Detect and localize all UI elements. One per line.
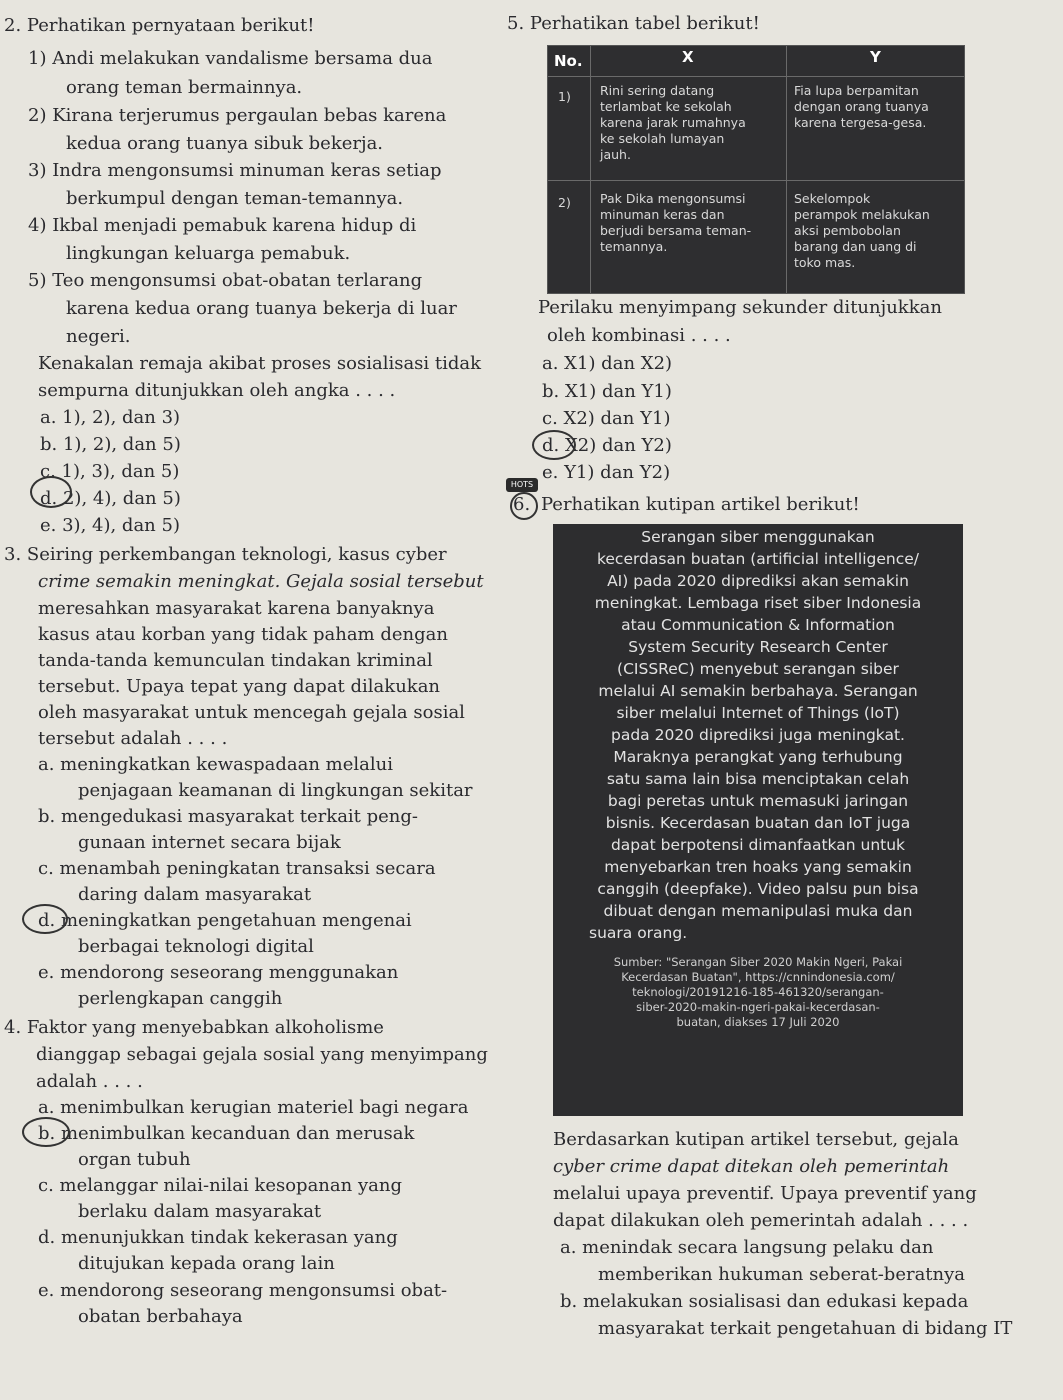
article-line: suara orang. <box>589 924 688 942</box>
hots-badge: HOTS <box>506 478 538 492</box>
article-line: siber melalui Internet of Things (IoT) <box>616 704 900 722</box>
q4-option-d-cont: ditujukan kepada orang lain <box>78 1253 335 1274</box>
q2-statement: karena kedua orang tuanya bekerja di luar <box>66 298 457 319</box>
q5-title: 5. Perhatikan tabel berikut! <box>507 13 760 34</box>
answer-mark-circle <box>22 904 68 934</box>
answer-mark-circle <box>22 1117 70 1147</box>
q3-option-a-cont: penjagaan keamanan di lingkungan sekitar <box>78 780 473 801</box>
table-header-y: Y <box>870 48 881 66</box>
article-line: meningkat. Lembaga riset siber Indonesia <box>594 594 922 612</box>
table-cell-x2: temannya. <box>600 239 668 254</box>
q2-option-e[interactable]: e. 3), 4), dan 5) <box>40 515 180 536</box>
table-header-x: X <box>682 48 694 66</box>
q4-line: adalah . . . . <box>36 1071 143 1092</box>
q5-question: Perilaku menyimpang sekunder ditunjukkan <box>538 297 942 318</box>
table-cell-x1: Rini sering datang <box>600 83 715 98</box>
q2-option-b[interactable]: b. 1), 2), dan 5) <box>40 434 181 455</box>
table-divider <box>548 180 964 181</box>
article-line: menyebarkan tren hoaks yang semakin <box>604 858 912 876</box>
q6-option-a-cont: memberikan hukuman seberat-beratnya <box>598 1264 966 1285</box>
q2-statement: orang teman bermainnya. <box>66 77 303 98</box>
q2-statement: 4) Ikbal menjadi pemabuk karena hidup di <box>28 215 417 236</box>
q3-option-d-cont: berbagai teknologi digital <box>78 936 314 957</box>
q2-statement: 1) Andi melakukan vandalisme bersama dua <box>28 48 433 69</box>
q3-line: tersebut. Upaya tepat yang dapat dilakukan <box>38 676 441 697</box>
q2-statement: berkumpul dengan teman-temannya. <box>66 188 404 209</box>
article-source: teknologi/20191216-185-461320/serangan- <box>632 985 884 999</box>
table-cell-x1: terlambat ke sekolah <box>600 99 732 114</box>
answer-mark-circle <box>30 476 72 508</box>
table-cell-x2: berjudi bersama teman- <box>600 223 752 238</box>
q6-number: 6. <box>513 494 531 515</box>
q5-option-d[interactable]: d. X2) dan Y2) <box>542 435 672 456</box>
article-line: canggih (deepfake). Video palsu pun bisa <box>597 880 919 898</box>
q2-statement: 5) Teo mengonsumsi obat-obatan terlarang <box>28 270 423 291</box>
q2-statement: negeri. <box>66 326 131 347</box>
article-source: Kecerdasan Buatan", https://cnnindonesia.com/ <box>621 970 895 984</box>
article-source: siber-2020-makin-ngeri-pakai-kecerdasan- <box>636 1000 880 1014</box>
q3-line: tersebut adalah . . . . <box>38 728 228 749</box>
q2-option-d[interactable]: d. 2), 4), dan 5) <box>40 488 181 509</box>
article-line: AI) pada 2020 diprediksi akan semakin <box>607 572 909 590</box>
table-cell-y1: dengan orang tuanya <box>794 99 929 114</box>
article-line: bisnis. Kecerdasan buatan dan IoT juga <box>605 814 911 832</box>
q2-option-a[interactable]: a. 1), 2), dan 3) <box>40 407 181 428</box>
q4-line: dianggap sebagai gejala sosial yang menyimpang <box>36 1044 488 1065</box>
q3-line: tanda-tanda kemunculan tindakan kriminal <box>38 650 433 671</box>
q4-option-d[interactable]: d. menunjukkan tindak kekerasan yang <box>38 1227 398 1248</box>
table-cell-x2: Pak Dika mengonsumsi <box>600 191 746 206</box>
table-cell-x1: jauh. <box>600 147 631 162</box>
q3-line: 3. Seiring perkembangan teknologi, kasus cyber <box>4 544 447 565</box>
q3-option-e-cont: perlengkapan canggih <box>78 988 283 1009</box>
q3-line: kasus atau korban yang tidak paham dengan <box>38 624 448 645</box>
q4-line: 4. Faktor yang menyebabkan alkoholisme <box>4 1017 384 1038</box>
article-line: Maraknya perangkat yang terhubung <box>613 748 903 766</box>
q2-title: 2. Perhatikan pernyataan berikut! <box>4 15 315 36</box>
q3-option-e[interactable]: e. mendorong seseorang menggunakan <box>38 962 399 983</box>
table-cell-y2: barang dan uang di <box>794 239 917 254</box>
q2-question: Kenakalan remaja akibat proses sosialisasi tidak <box>38 353 482 374</box>
article-box <box>553 524 963 1116</box>
q3-option-b-cont: gunaan internet secara bijak <box>78 832 341 853</box>
q4-option-b[interactable]: b. menimbulkan kecanduan dan merusak <box>38 1123 415 1144</box>
article-line: (CISSReC) menyebut serangan siber <box>617 660 899 678</box>
q5-option-b[interactable]: b. X1) dan Y1) <box>542 381 672 402</box>
table-cell-y2: toko mas. <box>794 255 856 270</box>
article-line: dibuat dengan memanipulasi muka dan <box>603 902 913 920</box>
q4-option-e-cont: obatan berbahaya <box>78 1306 243 1327</box>
table-divider <box>786 46 787 293</box>
q5-table <box>547 45 965 294</box>
q6-question: cyber crime dapat ditekan oleh pemerintah <box>553 1156 950 1177</box>
q4-option-a[interactable]: a. menimbulkan kerugian materiel bagi negara <box>38 1097 469 1118</box>
q2-statement: 2) Kirana terjerumus pergaulan bebas karena <box>28 105 447 126</box>
q5-question: oleh kombinasi . . . . <box>547 325 731 346</box>
table-divider <box>590 46 591 293</box>
q6-option-a[interactable]: a. menindak secara langsung pelaku dan <box>560 1237 934 1258</box>
table-cell-y2: perampok melakukan <box>794 207 930 222</box>
q6-question: melalui upaya preventif. Upaya preventif yang <box>553 1183 977 1204</box>
article-line: bagi peretas untuk memasuki jaringan <box>607 792 909 810</box>
table-divider <box>548 76 964 77</box>
q5-option-a[interactable]: a. X1) dan X2) <box>542 353 673 374</box>
q3-option-d[interactable]: d. meningkatkan pengetahuan mengenai <box>38 910 412 931</box>
article-line: satu sama lain bisa menciptakan celah <box>606 770 910 788</box>
q6-question: Berdasarkan kutipan artikel tersebut, gejala <box>553 1129 959 1150</box>
table-cell-y2: aksi pembobolan <box>794 223 901 238</box>
q4-option-e[interactable]: e. mendorong seseorang mengonsumsi obat- <box>38 1280 448 1301</box>
q4-option-c[interactable]: c. melanggar nilai-nilai kesopanan yang <box>38 1175 402 1196</box>
table-cell-y1: Fia lupa berpamitan <box>794 83 919 98</box>
q6-title: Perhatikan kutipan artikel berikut! <box>541 494 860 515</box>
q2-statement: 3) Indra mengonsumsi minuman keras setiap <box>28 160 442 181</box>
article-line: Serangan siber menggunakan <box>641 528 875 546</box>
q6-option-b-cont: masyarakat terkait pengetahuan di bidang IT <box>598 1318 1013 1339</box>
table-cell-x1: ke sekolah lumayan <box>600 131 725 146</box>
article-source: buatan, diakses 17 Juli 2020 <box>676 1015 840 1029</box>
answer-mark-circle <box>532 430 576 460</box>
q4-option-c-cont: berlaku dalam masyarakat <box>78 1201 322 1222</box>
table-header-no: No. <box>554 52 583 70</box>
article-line: melalui AI semakin berbahaya. Serangan <box>598 682 918 700</box>
article-line: pada 2020 diprediksi juga meningkat. <box>611 726 905 744</box>
table-row-no: 1) <box>558 89 571 104</box>
table-cell-x2: minuman keras dan <box>600 207 725 222</box>
q3-option-a[interactable]: a. meningkatkan kewaspadaan melalui <box>38 754 393 775</box>
q3-option-c-cont: daring dalam masyarakat <box>78 884 312 905</box>
q2-question: sempurna ditunjukkan oleh angka . . . . <box>38 380 396 401</box>
q3-option-c[interactable]: c. menambah peningkatan transaksi secara <box>38 858 436 879</box>
article-line: System Security Research Center <box>628 638 888 656</box>
q4-option-b-cont: organ tubuh <box>78 1149 191 1170</box>
q5-option-c[interactable]: c. X2) dan Y1) <box>542 408 671 429</box>
table-row-no: 2) <box>558 195 571 210</box>
q3-option-b[interactable]: b. mengedukasi masyarakat terkait peng- <box>38 806 419 827</box>
q2-statement: lingkungan keluarga pemabuk. <box>66 243 351 264</box>
q6-option-b[interactable]: b. melakukan sosialisasi dan edukasi kepada <box>560 1291 969 1312</box>
q2-statement: kedua orang tuanya sibuk bekerja. <box>66 133 384 154</box>
article-line: kecerdasan buatan (artificial intelligence/ <box>596 550 920 568</box>
article-line: atau Communication & Information <box>621 616 895 634</box>
q3-line: meresahkan masyarakat karena banyaknya <box>38 598 435 619</box>
article-source: Sumber: "Serangan Siber 2020 Makin Ngeri, Pakai <box>613 955 903 969</box>
q6-question: dapat dilakukan oleh pemerintah adalah . . . . <box>553 1210 969 1231</box>
q3-line: crime semakin meningkat. Gejala sosial tersebut <box>38 571 484 592</box>
q2-option-c[interactable]: c. 1), 3), dan 5) <box>40 461 180 482</box>
article-line: dapat berpotensi dimanfaatkan untuk <box>610 836 906 854</box>
table-cell-y2: Sekelompok <box>794 191 871 206</box>
q3-line: oleh masyarakat untuk mencegah gejala sosial <box>38 702 465 723</box>
table-cell-x1: karena jarak rumahnya <box>600 115 746 130</box>
q5-option-e[interactable]: e. Y1) dan Y2) <box>542 462 671 483</box>
table-cell-y1: karena tergesa-gesa. <box>794 115 927 130</box>
